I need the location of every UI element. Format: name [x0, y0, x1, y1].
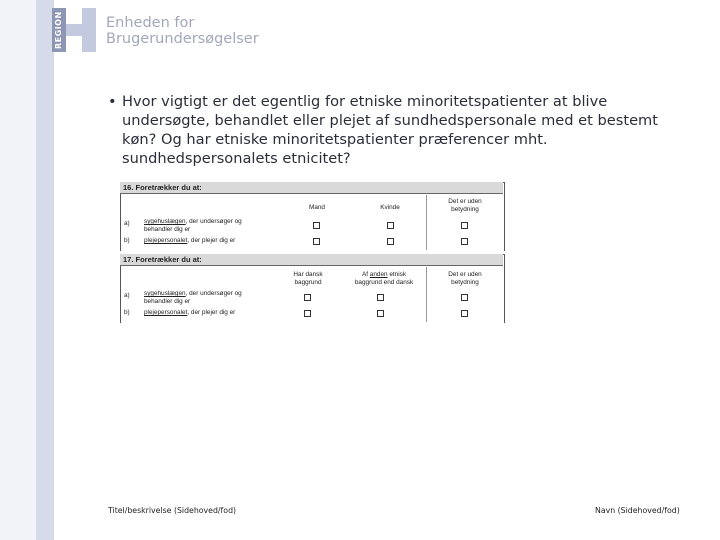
- logo-crossbar: [66, 24, 82, 36]
- q16-row-b-letter: b): [124, 237, 130, 244]
- q16-row-a-underline: sygehuslægen: [144, 218, 186, 225]
- q16-b-uden-checkbox[interactable]: [461, 238, 468, 245]
- sidebar-band: [0, 0, 36, 540]
- org-title: [106, 15, 259, 47]
- q17-a-anden-checkbox[interactable]: [377, 294, 384, 301]
- q16-a-mand-checkbox[interactable]: [313, 222, 320, 229]
- q16-row-a-letter: a): [124, 220, 130, 227]
- q17-row-a-text: [144, 290, 242, 298]
- q17-row-b-underline: plejepersonalet: [144, 309, 188, 316]
- q16-row-b-underline: plejepersonalet: [144, 237, 188, 244]
- q16-row-a-rest: , der undersøger og: [185, 218, 242, 225]
- q17-row-a-underline: sygehuslægen: [144, 290, 186, 297]
- q17-a-dansk-checkbox[interactable]: [304, 294, 311, 301]
- q17-b-dansk-checkbox[interactable]: [304, 310, 311, 317]
- q17-row-b-text: [144, 309, 235, 317]
- q17-col-uden-line2: betydning: [451, 279, 479, 286]
- q17-b-uden-checkbox[interactable]: [461, 310, 468, 317]
- bullet-icon: •: [108, 93, 117, 110]
- q17-row-b-rest: , der plejer dig er: [187, 309, 236, 316]
- q17-col-anden-post: etnisk: [387, 271, 407, 278]
- bullet-point: [108, 92, 693, 168]
- q17-col-anden-line1: [346, 271, 422, 279]
- q17-row-a-text2: behandler dig er: [144, 298, 191, 305]
- q16-b-mand-checkbox[interactable]: [313, 238, 320, 245]
- q17-row-a-letter: a): [124, 292, 130, 299]
- q16-title: 16. Foretrækker du at:: [120, 182, 503, 194]
- q17-col-uden-line1: Det er uden: [448, 271, 482, 278]
- questionnaire-excerpt: [120, 182, 503, 322]
- q16-col-uden-line2: betydning: [451, 206, 479, 213]
- q17-col-anden-pre: Af: [361, 271, 370, 278]
- q16-row-a-text: [144, 218, 242, 226]
- logo-left-bar: [52, 8, 66, 52]
- q16-col-uden-line1: Det er uden: [448, 198, 482, 205]
- q16-col-kvinde: Kvinde: [380, 204, 400, 211]
- footer-left-text: Titel/beskrivelse (Sidehoved/fod): [108, 506, 237, 515]
- q17-column-separator: [426, 267, 427, 322]
- org-title-line1: Enheden for: [106, 15, 195, 31]
- logo-right-bar: [82, 8, 96, 52]
- q17-a-uden-checkbox[interactable]: [461, 294, 468, 301]
- bullet-text: Hvor vigtigt er det egentlig for etniske minoritetspatienter at blive undersøgte, behandlet eller plejet af sundhedspersonale med et bestemt køn? Og har etniske minoritetspatienter præferencer mht. sundhedspersonalets etnicitet?: [122, 93, 658, 167]
- q16-a-kvinde-checkbox[interactable]: [387, 222, 394, 229]
- q17-b-anden-checkbox[interactable]: [377, 310, 384, 317]
- q16-row-b-text: [144, 237, 235, 245]
- region-logo: [52, 8, 96, 52]
- sidebar-inner-band: [36, 0, 54, 540]
- q17-col-dansk-line1: Har dansk: [293, 271, 323, 278]
- q16-column-separator: [426, 195, 427, 250]
- q17-row-b-letter: b): [124, 309, 130, 316]
- q16-row-a-text2: behandler dig er: [144, 226, 191, 233]
- q16-row-b-rest: , der plejer dig er: [187, 237, 236, 244]
- q17-col-anden-line2: baggrund end dansk: [354, 279, 414, 286]
- q16-a-uden-checkbox[interactable]: [461, 222, 468, 229]
- q17-col-dansk-line2: baggrund: [294, 279, 322, 286]
- q16-col-mand: Mand: [309, 204, 325, 211]
- q17-row-a-rest: , der undersøger og: [185, 290, 242, 297]
- q17-col-anden-underline: anden: [369, 271, 388, 278]
- logo-text: REGION: [54, 11, 63, 49]
- footer-right-text: Navn (Sidehoved/fod): [595, 506, 680, 515]
- q16-b-kvinde-checkbox[interactable]: [387, 238, 394, 245]
- q17-title: 17. Foretrækker du at:: [120, 254, 503, 266]
- org-title-line2: Brugerundersøgelser: [106, 31, 259, 47]
